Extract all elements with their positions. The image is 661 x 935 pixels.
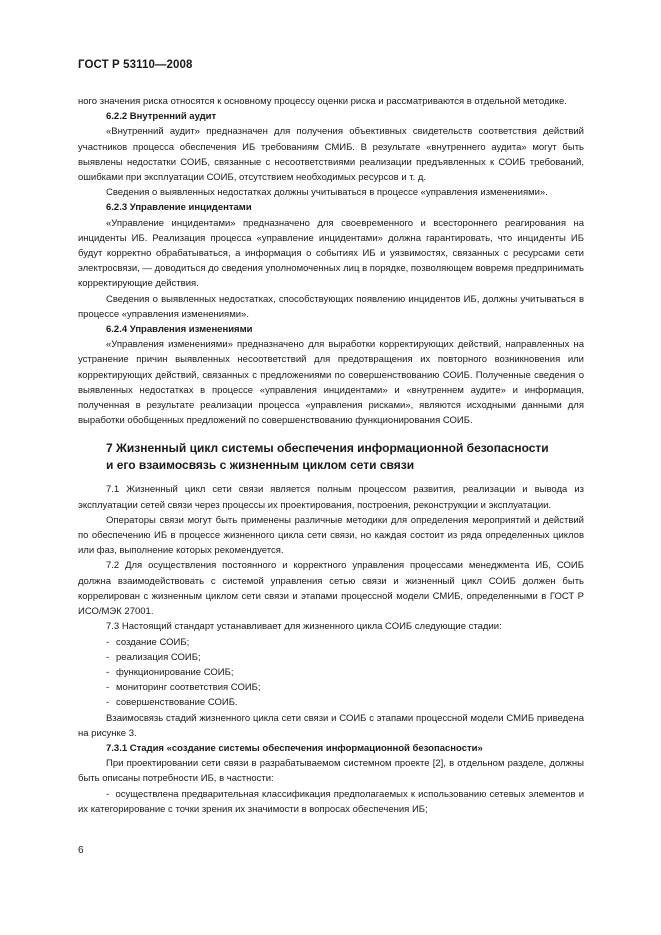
paragraph-7-1: 7.1 Жизненный цикл сети связи является полным процессом развития, реализации и вывода из эксплуатации сетей связи через процессы их проектирования, построения, реконструкции и эксплуатации.	[78, 484, 584, 511]
paragraph: «Управление инцидентами» предназначено для своевременного и всестороннего реагирования на инциденты ИБ. Реализация процесса «управление инцидентами» должна гарантировать, что инциденты ИБ будут корректно обрабатываться, а информация о событиях ИБ и уязвимостях, связанных с ресурсами сети электросвязи, — доводиться до сведения уполномоченных лиц в порядке, позволяющем вовремя предпринимать корректирующие действия.	[78, 217, 584, 290]
section-heading-7	[78, 440, 584, 473]
list-item: - функционирование СОИБ;	[78, 665, 584, 680]
subsection-heading-7-3-1: 7.3.1 Стадия «создание системы обеспечения информационной безопасности»	[106, 742, 483, 754]
list-item-paragraph: - осуществлена предварительная классификация предполагаемых к использованию сетевых элементов и их категорирование с точки зрения их значимости в вопросах обеспечения ИБ;	[78, 788, 584, 815]
paragraph: «Внутренний аудит» предназначен для получения объективных свидетельств соответствия действий участников процесса обеспечения ИБ требованиям СМИБ. В результате «внутреннего аудита» могут быть выявлены недостатки СОИБ, связанные с несоответствиями реализации предъявленных к СОИБ требований, ошибками при эксплуатации СОИБ, отсутствием необходимых ресурсов и т. д.	[78, 126, 584, 184]
paragraph: При проектировании сети связи в разрабатываемом системном проекте [2], в отдельном разделе, должны быть описаны потребности ИБ, в частности:	[78, 758, 584, 785]
list-dash: -	[106, 666, 110, 678]
paragraph: Сведения о выявленных недостатках, способствующих появлению инцидентов ИБ, должны учитываться в процессе «управления изменениями».	[78, 293, 584, 320]
document-body	[78, 94, 584, 817]
list-item: - создание СОИБ;	[78, 635, 584, 650]
paragraph: Взаимосвязь стадий жизненного цикла сети связи и СОИБ с этапами процессной модели СМИБ приведена на рисунке 3.	[78, 712, 584, 739]
paragraph-7-3: 7.3 Настоящий стандарт устанавливает для жизненного цикла СОИБ следующие стадии:	[106, 621, 502, 633]
paragraph: «Управления изменениями» предназначено для выработки корректирующих действий, направленных на устранение причин выявленных несоответствий для предотвращения их повторного возникновения или корректирующих действий, связанных с предложениями по совершенствованию СОИБ. Полученные сведения о выявленных недостатках в процессе «управления инцидентами» и «внутреннем аудите» и информация, полученная в результате реализации процесса «управления рисками», являются исходными данными для выработки обобщенных предложений по совершенствованию функционирования СОИБ.	[78, 339, 584, 427]
list-dash: -	[106, 788, 110, 800]
paragraph-7-2: 7.2 Для осуществления постоянного и корректного управления процессами менеджмента ИБ, СОИБ должна взаимодействовать с системой управления сетью связи и жизненный цикл СОИБ должен быть коррелирован с жизненным циклом сети связи и этапами процессной модели СМИБ, определенными в ГОСТ Р ИСО/МЭК 27001.	[78, 560, 584, 618]
list-item: - мониторинг соответствия СОИБ;	[78, 680, 584, 695]
paragraph: Операторы связи могут быть применены различные методики для определения мероприятий и действий по обеспечению ИБ в процессе жизненного цикла сети связи, но каждая состоит из ряда определенных циклов или фаз, выполнение которых рекомендуется.	[78, 514, 584, 557]
subsection-heading-6-2-4: 6.2.4 Управления изменениями	[106, 324, 253, 336]
subsection-heading-6-2-3: 6.2.3 Управление инцидентами	[106, 202, 252, 214]
stages-list	[78, 635, 584, 711]
page-number: 6	[78, 845, 84, 856]
paragraph: Сведения о выявленных недостатках должны учитываться в процессе «управления изменениями».	[106, 187, 548, 199]
list-item: - реализация СОИБ;	[78, 650, 584, 665]
list-dash: -	[106, 697, 110, 709]
list-dash: -	[106, 682, 110, 694]
subsection-heading-6-2-2: 6.2.2 Внутренний аудит	[106, 111, 217, 123]
section-heading-line: и его взаимосвязь с жизненным циклом сети связи	[106, 457, 415, 472]
standard-header: ГОСТ Р 53110—2008	[78, 59, 193, 71]
section-heading-line: 7 Жизненный цикл системы обеспечения информационной безопасности	[106, 441, 549, 456]
paragraph-continuation: ного значения риска относятся к основному процессу оценки риска и рассматриваются в отдельной методике.	[78, 96, 567, 107]
list-dash: -	[106, 636, 110, 648]
list-dash: -	[106, 651, 110, 663]
list-item: - совершенствование СОИБ.	[78, 695, 584, 710]
